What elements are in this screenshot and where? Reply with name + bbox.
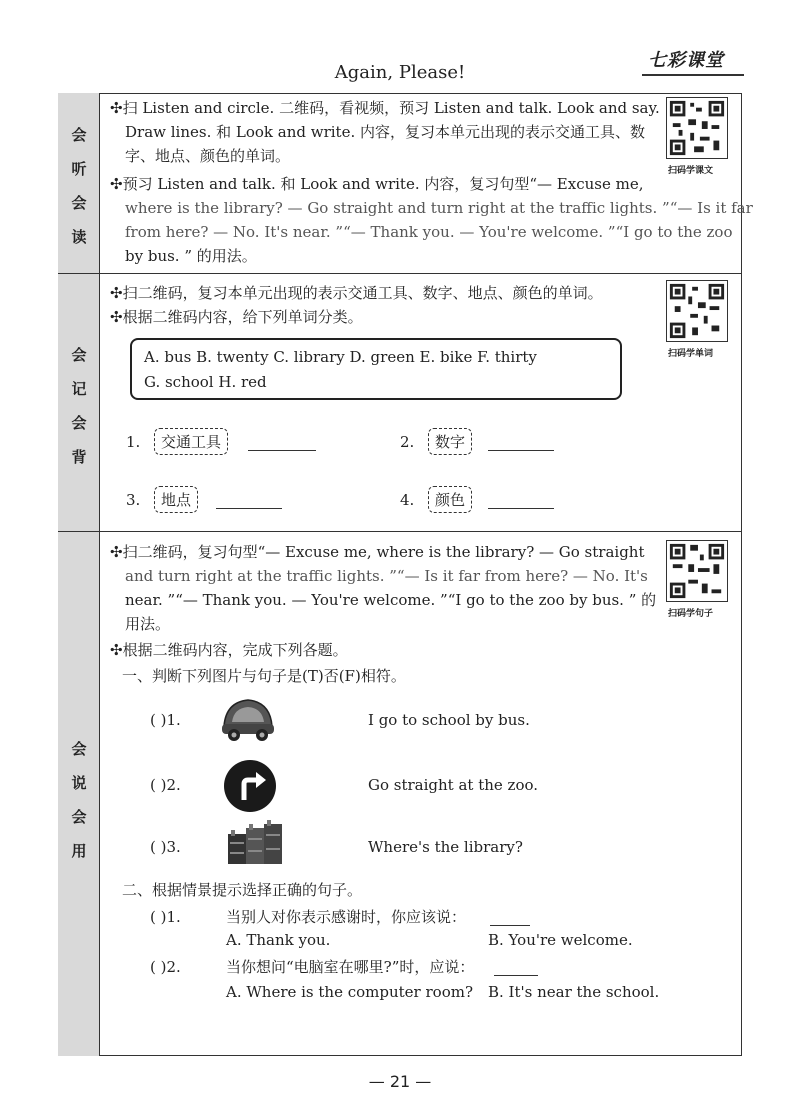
speak-line-4: 用法。 <box>125 615 171 633</box>
choice-option-a: A. Thank you. <box>226 931 331 949</box>
answer-blank[interactable] <box>488 508 554 509</box>
qr-caption-text: 扫码学单词 <box>668 349 714 359</box>
bookshelf-picture <box>224 820 286 866</box>
qr-caption-text: 扫码学句子 <box>668 609 714 619</box>
listen-line-3: 字、地点、颜色的单词。 <box>125 147 291 165</box>
qr-caption-text: 扫码学课文 <box>668 166 714 176</box>
choice-question: 当你想问“电脑室在哪里?”时，应说： <box>226 958 475 976</box>
judge-sentence: I go to school by bus. <box>368 711 530 729</box>
answer-blank[interactable] <box>216 508 282 509</box>
choice-option-a: A. Where is the computer room? <box>226 983 473 1001</box>
category-number: 3. <box>126 491 141 509</box>
listen-line-4: ✣预习 Listen and talk. 和 Look and write. 内容，复习句型“— Excuse me, <box>110 175 644 193</box>
listen-line-7: by bus. ” 的用法。 <box>125 247 257 265</box>
answer-blank[interactable] <box>488 450 554 451</box>
answer-blank[interactable] <box>494 975 538 976</box>
answer-blank[interactable] <box>490 925 530 926</box>
word-bank-line-2: G. school H. red <box>144 373 267 391</box>
part1-title: 一、判断下列图片与句子是(T)否(F)相符。 <box>122 667 406 685</box>
judge-paren: ( )3. <box>150 838 181 856</box>
listen-line-2: Draw lines. 和 Look and write. 内容，复习本单元出现的表示交通工具、数 <box>125 123 645 141</box>
qr-code-icon[interactable] <box>666 540 728 602</box>
choice-option-b: B. It's near the school. <box>488 983 660 1001</box>
judge-sentence: Go straight at the zoo. <box>368 776 539 794</box>
speak-line-3: near. ”“— Thank you. — You're welcome. ”“I go to the zoo by bus. ” 的 <box>125 591 657 609</box>
judge-paren: ( )1. <box>150 711 181 729</box>
category-tag: 交通工具 <box>154 428 228 455</box>
brand-underline <box>642 74 744 76</box>
turn-right-sign-icon <box>222 758 278 814</box>
judge-paren: ( )2. <box>150 776 181 794</box>
car-picture <box>218 692 278 744</box>
side-label-listen: 会 听 会 读 <box>71 126 87 246</box>
choice-question: 当别人对你表示感谢时，你应该说： <box>226 908 467 926</box>
choice-paren: ( )2. <box>150 958 181 976</box>
category-number: 1. <box>126 433 141 451</box>
qr-code-icon[interactable] <box>666 280 728 342</box>
listen-line-1: ✣扫 Listen and circle. 二维码，看视频，预习 Listen and talk. Look and say. <box>110 99 660 117</box>
page-number: — 21 — <box>368 1072 432 1091</box>
judge-sentence: Where's the library? <box>368 838 523 856</box>
category-tag: 地点 <box>154 486 198 513</box>
answer-blank[interactable] <box>248 450 316 451</box>
speak-line-1: ✣扫二维码，复习句型“— Excuse me, where is the library? — Go straight <box>110 543 645 561</box>
brand-logo: 七彩课堂 <box>648 50 724 71</box>
memorize-line-1: ✣扫二维码，复习本单元出现的表示交通工具、数字、地点、颜色的单词。 <box>110 284 603 302</box>
page-title: Again, Please! <box>334 62 466 83</box>
category-tag: 数字 <box>428 428 472 455</box>
section-divider-1 <box>58 273 742 274</box>
word-bank-line-1: A. bus B. twenty C. library D. green E. bike F. thirty <box>144 348 537 366</box>
category-number: 2. <box>400 433 415 451</box>
side-label-memorize: 会 记 会 背 <box>71 346 87 466</box>
choice-paren: ( )1. <box>150 908 181 926</box>
speak-line-2: and turn right at the traffic lights. ”“— Is it far from here? — No. It's <box>125 567 648 585</box>
speak-line-5: ✣根据二维码内容，完成下列各题。 <box>110 641 348 659</box>
memorize-line-2: ✣根据二维码内容，给下列单词分类。 <box>110 308 363 326</box>
category-tag: 颜色 <box>428 486 472 513</box>
listen-line-6: from here? — No. It's near. ”“— Thank you. — You're welcome. ”“I go to the zoo <box>125 223 733 241</box>
listen-line-5: where is the library? — Go straight and turn right at the traffic lights. ”“— Is it far <box>125 199 753 217</box>
qr-code-icon[interactable] <box>666 97 728 159</box>
choice-option-b: B. You're welcome. <box>488 931 633 949</box>
section-divider-2 <box>58 531 742 532</box>
part2-title: 二、根据情景提示选择正确的句子。 <box>122 881 363 899</box>
category-number: 4. <box>400 491 415 509</box>
side-label-speak: 会 说 会 用 <box>71 740 87 860</box>
